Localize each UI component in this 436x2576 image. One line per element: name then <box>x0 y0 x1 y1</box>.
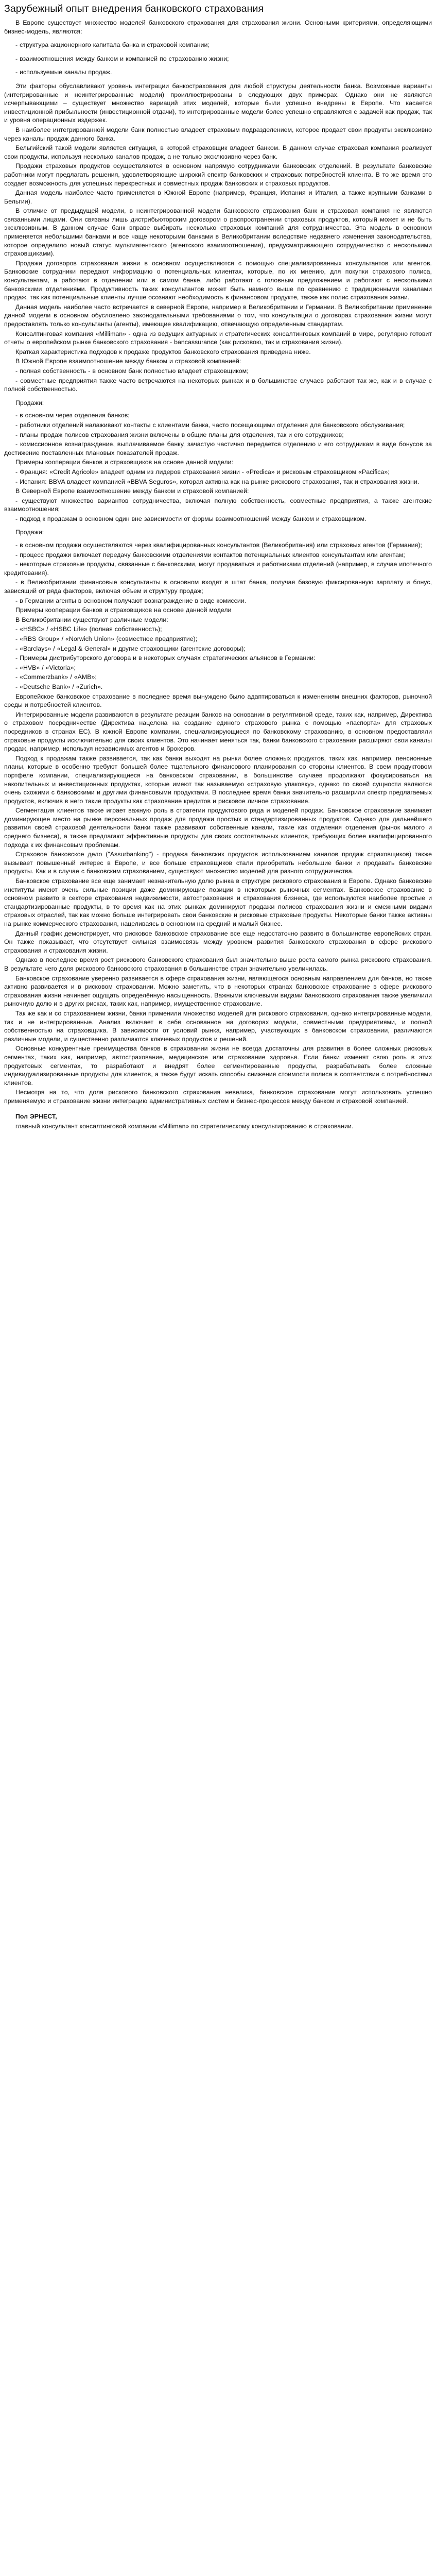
paragraph: Сегментация клиентов также играет важную роль в стратегии продуктового ряда и моделей продаж. Банковское страхование занимает доминирующее место на рынке персональных продаж для продажи простых и стандартизированных продуктов. Однако для дальнейшего развития своей страховой деятельности банки также развивают собственные канали, такие как отделения отделения (рынок малого и среднего бизнеса), а также предлагают эффективные продукты для своих состоятельных клиентов, требующих более квалифицированного подхода к их финансовым проблемам. <box>4 807 432 849</box>
paragraph: Эти факторы обуславливают уровень интеграции банкострахования для любой структуры деятельности банка. Возможные варианты (интегрированные и неинтегрированные модели) проиллюстрированы в следующих двух примерах. Однако они не являются исчерпывающими – существует множество вариаций этих моделей, которые были успешно внедрены в Европе. Что касается инвестиционной прибыльности (инвестиционной отдачи), то интегрированные модели более успешно справляются с задачей как продаж, так и уровня операционных издержек. <box>4 82 432 124</box>
paragraph: В наиболее интегрированной модели банк полностью владеет страховым подразделением, которое продает свои продукты эксклюзивно через каналы продаж данного банка. <box>4 126 432 142</box>
paragraph: Европейское банковское страхование в последнее время вынуждено было адаптироваться к изменениям внешних факторов, рыночной среды и потребностей клиентов. <box>4 692 432 709</box>
paragraph: Консалтинговая компания «Milliman» - одна из ведущих актуарных и стратегических консалтинговых компаний в мире, регулярно готовит отчеты о европейском рынке банковского страхования - bancassurance (как рисковою, так и страхования жизни). <box>4 330 432 346</box>
paragraph: В Северной Европе взаимоотношение между банком и страховой компанией: <box>15 487 249 495</box>
paragraph: Данная модель наиболее часто встречается в северной Европе, например в Великобритании и Германии. В Великобритании применение данной модели в основном обусловлено законодательными требованиями о том, что консультации о договорах страхования жизни могут предоставлять только консультанты (агенты), имеющие квалификацию, отвечающую определенным стандартам. <box>4 303 432 328</box>
paragraph: Данный график демонстрирует, что рисковое банковское страхование все еще недостаточно развито в большинстве европейских стран. Он также показывает, что отсутствует сильная взаимосвязь между уровнем развития банковского страхования в сфере рискового страхования и страхования жизни. <box>4 929 432 954</box>
paragraph: Банковское страхование уверенно развивается в сфере страхования жизни, являющегося основным направлением для банков, но также активно развивается и в рисковом страховании. Можно заметить, что в некоторых странах банковское страхование в сфере рискового страхования жизни начинает ощущать определённую насыщенность. Важными ключевыми видами банковского страхования также увеличили рыночную долю и в других рисках, таких как, например, имущественное страхование. <box>4 974 432 1008</box>
paragraph: В отличие от предыдущей модели, в неинтегрированной модели банковского страхования банк и страховая компания не являются связанными лицами. Они связаны лишь дистрибьюторским договором о распространении страховых продуктов, который может и не быть эксклюзивным. В данном случае банк вправе выбирать несколько страховых компаний для сотрудничества. Эта модель в основном применяется небольшими банками и все чаще некоторыми банками в Великобритании вследствие недавнего изменения законодательства, которое определило новый статус мультиагентского (агентского взаимоотношения), предусматривающего сотрудничество с несколькими страховщиками). <box>4 207 432 258</box>
paragraph: Примеры кооперации банков и страховщиков на основе данной модели <box>15 606 232 614</box>
paragraph: Данная модель наиболее часто применяется в Южной Европе (например, Франция, Испания и Италия, а также крупными банками в Бельгии). <box>4 189 432 205</box>
paragraph: В Европе существует множество моделей банковского страхования для страхования жизни. Основными критериями, определяющими бизнес-модель, являются: <box>4 19 432 35</box>
paragraph: Продажи: <box>15 399 44 406</box>
paragraph: Бельгийский такой модели является ситуация, в которой страховщик владеет банком. В данном случае страховая компания реализует свои продукты, используя несколько каналов продаж, а не только эксклюзивно через банк. <box>4 144 432 160</box>
paragraph: Так же как и со страхованием жизни, банки применили множество моделей для рискового страхования, однако интегрированные модели, так и не интегрированные. Анализ включает в себя основанное на договорах модели, совместными предприятиями, и полной собственностью на страховщика. В зависимости от условий рынка, например, участвующих в банковском страховании, различаются различные модели, и существенно различаются ключевых продуктов и решений. <box>4 1009 432 1043</box>
paragraph: Продажи договоров страхования жизни в основном осуществляются с помощью специализированных консультантов или агентов. Банковские сотрудники передают информацию о потенциальных клиентах, которые, по их мнению, для покупки страхового полиса, консультантам, а работают в отделении или в самом банке, либо работают с головным предложением и работают с несколькими банковскими отделениями. Продуктивность таких консультантов может быть намного выше по сравнению с традиционными каналами продаж, так как потенциальные клиенты лучше осознают необходимость в финансовом продукте, также как полис страхования жизни. <box>4 259 432 301</box>
paragraph: Примеры кооперации банков и страховщиков на основе данной модели: <box>15 459 233 466</box>
paragraph: - Испания: BBVA владеет компанией «BBVA Seguros», которая активна как на рынке рискового страхования, так и страхования жизни. <box>15 478 420 485</box>
paragraph: - подход к продажам в основном один вне зависимости от формы взаимоотношений между банком и страховщиком. <box>15 515 367 522</box>
paragraph: - планы продаж полисов страхования жизни включены в общие планы для отделения, так и его сотрудников; <box>15 431 344 438</box>
paragraph: В Южной Европе взаимоотношение между банком и страховой компанией: <box>15 358 241 365</box>
paragraph: - взаимоотношения между банком и компанией по страхованию жизни; <box>15 55 229 62</box>
paragraph: Продажи: <box>15 529 44 536</box>
article <box>0 0 436 1131</box>
paragraph: - некоторые страховые продукты, связанные с банковскими, могут продаваться и работниками отделений (например, в случае ипотечного кредитования). <box>4 561 432 577</box>
paragraph: - комиссионное вознаграждение, выплачиваемое банку, зачастую частично передается отделению и его сотрудникам в виде бонусов за достижение поставленных плановых показателей продаж. <box>4 440 432 456</box>
paragraph: Банковское страхование все еще занимает незначительную долю рынка в структуре рискового страхования в Европе. Однако банковские институты имеют очень сильные позиции даже доминирующие позиции в некоторых рыночных сегментах. Банковское страхование в основном развито в секторе страхования недвижимости, автострахования и страхования бизнеса, где используются наиболее простые и стандартизированные продукты, в то время как на этих рынках доминируют продажи полисов страхования жизни и смежными видами страховых отраслей, так как можно больше интегрировать свои банковские и рисковые страховые продукты. Некоторые банки также активны на рынке коммерческого страхования, нацеливаясь в основном на средний и малый бизнес. <box>4 877 432 927</box>
paragraph: - процесс продажи включает передачу банковскими отделениями контактов потенциальных клиентов консультантам или агентам; <box>15 551 405 558</box>
paragraph: - Франция: «Credit Agricole» владеет одним из лидеров страхования жизни - «Predica» и рисковым страховщиком «Pacifica»; <box>15 468 390 476</box>
paragraph: - в Великобритании финансовые консультанты в основном входят в штат банка, получая базовую фиксированную зарплату и бонус, зависящий от ряда факторов, включая объем и структуру продаж; <box>4 579 432 595</box>
paragraph: - «RBS Group» / «Norwich Union» (совместное предприятие); <box>15 635 198 642</box>
author-name: Пол ЭРНЕСТ, <box>15 1113 57 1121</box>
paragraph: Страховое банковское дело ("Assurbanking") - продажа банковских продуктов использованием каналов продаж страховщиков) также вызывает повышенный интерес в Европе, и все больше страховщиков стали приобретать небольшие банки и продавать банковские продукты. Как и в случае с банковским страхованием, существуют множество моделей для разного сотрудничества. <box>4 851 432 875</box>
article-title: Зарубежный опыт внедрения банковского страхования <box>4 3 264 14</box>
paragraph: - «Commerzbank» / «AMB»; <box>15 673 97 681</box>
paragraph: - «Deutsche Bank» / «Zurich». <box>15 683 103 690</box>
paragraph: - «HSBC» / «HSBC Life» (полная собственность); <box>15 625 162 633</box>
paragraph: - используемые каналы продаж. <box>15 69 112 76</box>
paragraph: - структура акционерного капитала банка и страховой компании; <box>15 41 210 49</box>
paragraph: - работники отделений налаживают контакты с клиентами банка, часто посещающими отделения для банковского обслуживания; <box>15 421 405 429</box>
paragraph: - в основном через отделения банков; <box>15 412 130 419</box>
paragraph: - Примеры дистрибуторского договора и в некоторых случаях стратегических альянсов в Германии: <box>15 654 316 662</box>
paragraph: - «Barclays» / «Legal & General» и другие страховщики (агентские договоры); <box>15 645 246 652</box>
paragraph: В Великобритании существуют различные модели: <box>15 616 168 623</box>
paragraph: Основные конкурентные преимущества банков в страховании жизни не всегда достаточны для развития в более сложных рисковых сегментах, таких как, например, автострахование, медицинское или страхование здоровья. Если банки изменят свою роль в этих продуктовых сегментах, то разработают и внедрят более сегментированные продукты, разрабатывать более сложные индивидуализированные продукты для клиентов, а также будут искать способы снижения стоимости полиса в соответствии с потребностями клиентов. <box>4 1045 432 1087</box>
paragraph: Несмотря на то, что доля рискового банковского страхования невелика, банковское страхование могут использовать успешно применяемую и страхование жизни интеграцию административных систем и бизнес-процессов между банком и страховой компанией. <box>4 1089 432 1105</box>
paragraph: Подход к продажам также развивается, так как банки выходят на рынки более сложных продуктов, таких как, например, пенсионные планы, которые в особенно требуют большей более тщательного финансового планирования со стороны клиентов. В свем продуктовом портфеле компании, специализирующиеся на банковском страховании, в большинстве случаев продолжают фокусироваться на накопительных и инвестиционных продуктах, которые имеют так называемую «страховую упаковку», однако по своей сущности являются очень схожими с банковскими и другими финансовыми продуктами. В последнее время банки значительно расширили спектр предлагаемых продуктов, включив в него такие продукты как страхование кредитов и рисковое личное страхование. <box>4 754 432 805</box>
paragraph: Интегрированные модели развиваются в результате реакции банков на основании в регулятивной среде, таких как, например, Директива о страховом посредничестве (Директива нацелена на создание единого страхового рынка с помощью «паспорта» для страховых посредников в странах ЕС). В южной Европе компании, специализирующиеся по банковскому страхованию, в основном предоставляли страховые продукты исключительно для своих клиентов. Это начинает меняться так, банки банковского страхования расширяют свои каналы продаж, например, используя независимых агентов и брокеров. <box>4 710 432 753</box>
paragraph: - в Германии агенты в основном получают вознаграждение в виде комиссии. <box>15 597 247 604</box>
paragraph: - «HVB» / «Victoria»; <box>15 664 76 671</box>
paragraph: - совместные предприятия также часто встречаются на некоторых рынках и в большинстве случаев работают так же, как и в случае с полной собственностью. <box>4 377 432 393</box>
paragraph: - полная собственность - в основном банк полностью владеет страховщиком; <box>15 367 249 375</box>
paragraph: - в основном продажи осуществляются через квалифицированных консультантов (Великобритания) или страховых агентов (Германия); <box>15 541 422 549</box>
paragraph: главный консультант консалтинговой компании «Milliman» по стратегическому консультированию в страховании. <box>15 1123 354 1130</box>
article-body <box>4 19 432 1131</box>
paragraph: Однако в последнее время рост рискового банковского страхования был значительно выше роста самого рынка рискового страхования. В результате чего доля рискового банковского страхования в большинстве стран значительно увеличилась. <box>4 956 432 972</box>
paragraph: - существуют множество вариантов сотрудничества, включая полную собственность, совместные предприятия, а также агентские взаимоотношения; <box>4 497 432 513</box>
paragraph: Продажи страховых продуктов осуществляются в основном напрямую сотрудниками банковских отделений. В результате банковские работники могут предлагать решения, удовлетворяющие широкий спектр банковских и страховых потребностей клиента. В то же время это создает возможность для успешных перекрестных и совместных продаж банковских и страховых продуктов. <box>4 162 432 187</box>
paragraph: Краткая характеристика подходов к продаже продуктов банковского страхования приведена ниже. <box>15 348 311 355</box>
